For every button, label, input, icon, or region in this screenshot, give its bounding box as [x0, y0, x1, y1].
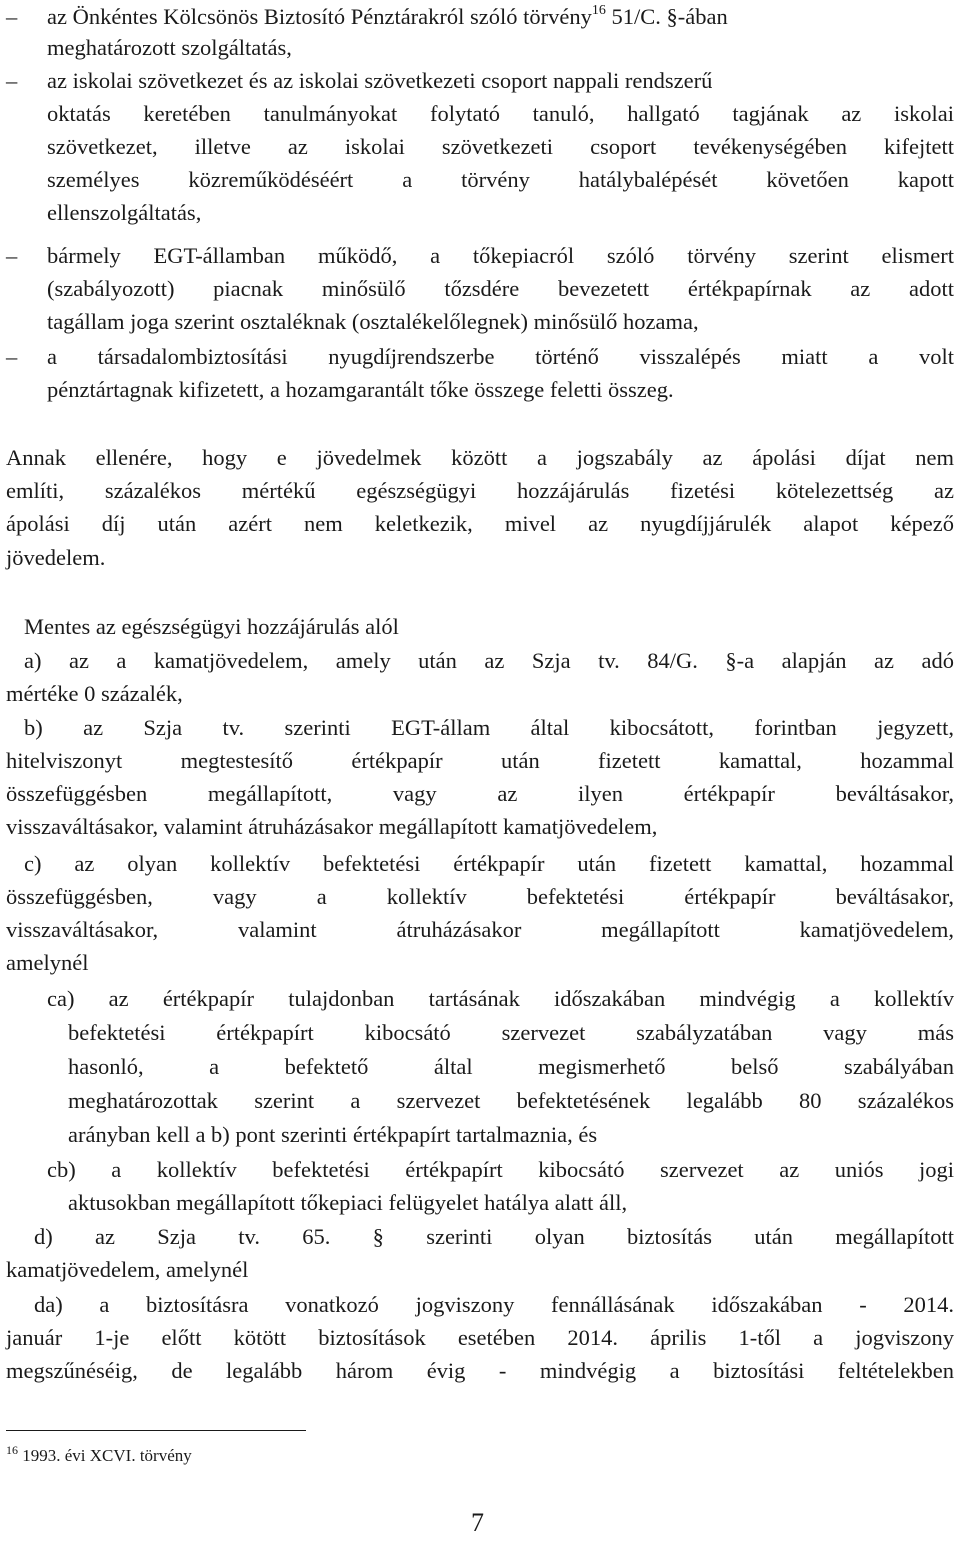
- text-line: visszaváltásakor, valamint átruházásakor megállapított kamatjövedelem,: [6, 814, 658, 839]
- footnote-text: 1993. évi XCVI. törvény: [22, 1446, 192, 1465]
- text-line: visszaváltásakor, valamint átruházásakor megállapított kamatjövedelem,: [6, 917, 954, 942]
- text-line: ápolási díj után azért nem keletkezik, mivel az nyugdíjjárulék alapot képező: [6, 511, 954, 536]
- bullet-dash: –: [6, 344, 18, 369]
- text-line: d) az Szja tv. 65. § szerinti olyan biztosítás után megállapított: [34, 1224, 954, 1249]
- text-line: da) a biztosításra vonatkozó jogviszony fennállásának időszakában - 2014.: [34, 1292, 954, 1317]
- footnote-separator: [6, 1430, 306, 1431]
- text-line: hitelviszonyt megtestesítő értékpapír után fizetett kamattal, hozammal: [6, 748, 954, 773]
- page-number: 7: [471, 1508, 484, 1537]
- text-line: tagállam joga szerint osztaléknak (osztalékelőlegnek) minősülő hozama,: [47, 309, 699, 334]
- text-line: az Önkéntes Kölcsönös Biztosító Pénztárakról szóló törvény$^{16}$ 51/C. §-ában: [47, 3, 728, 29]
- text-line: jövedelem.: [6, 545, 106, 570]
- section-heading: Mentes az egészségügyi hozzájárulás alól: [24, 614, 399, 639]
- text-line: Annak ellenére, hogy e jövedelmek között a jogszabály az ápolási díjat nem: [6, 445, 954, 470]
- text-line: az iskolai szövetkezet és az iskolai szövetkezeti csoport nappali rendszerű: [47, 68, 713, 93]
- text-line: meghatározott szolgáltatás,: [47, 35, 292, 60]
- footnote-ref[interactable]: 16: [591, 3, 606, 18]
- text-line: pénztártagnak kifizetett, a hozamgarantált tőke összege feletti összeg.: [47, 377, 674, 402]
- footnote: [6, 1443, 192, 1466]
- text-line: arányban kell a b) pont szerinti értékpapírt tartalmaznia, és: [68, 1122, 598, 1147]
- text-line: említi, százalékos mértékű egészségügyi hozzájárulás fizetési kötelezettség az: [6, 478, 954, 503]
- text-line: a társadalombiztosítási nyugdíjrendszerbe történő visszalépés miatt a volt: [47, 344, 954, 369]
- text-line: cb) a kollektív befektetési értékpapírt kibocsátó szervezet az uniós jogi: [47, 1157, 954, 1182]
- text-line: január 1-je előtt kötött biztosítások esetében 2014. április 1-től a jogviszony: [6, 1325, 954, 1350]
- text-line: oktatás keretében tanulmányokat folytató tanuló, hallgató tagjának az iskolai: [47, 101, 954, 126]
- text-line: befektetési értékpapírt kibocsátó szervezet szabályzatában vagy más: [68, 1020, 954, 1045]
- text-line: amelynél: [6, 950, 89, 975]
- text-line: összefüggésben megállapított, vagy az ilyen értékpapír beváltásakor,: [6, 781, 954, 806]
- text-line: bármely EGT-államban működő, a tőkepiacról szóló törvény szerint elismert: [47, 243, 954, 268]
- text-line: c) az olyan kollektív befektetési értékpapír után fizetett kamattal, hozammal: [24, 851, 954, 876]
- text-line: (szabályozott) piacnak minősülő tőzsdére bevezetett értékpapírnak az adott: [47, 276, 954, 301]
- bullet-dash: –: [6, 4, 18, 29]
- bullet-dash: –: [6, 243, 18, 268]
- bullet-dash: –: [6, 68, 18, 93]
- text-line: összefüggésben, vagy a kollektív befektetési értékpapír beváltásakor,: [6, 884, 954, 909]
- text-line: a) az a kamatjövedelem, amely után az Szja tv. 84/G. §-a alapján az adó: [24, 648, 954, 673]
- text-line: szövetkezet, illetve az iskolai szövetkezeti csoport tevékenységében kifejtett: [47, 134, 954, 159]
- text-line: aktusokban megállapított tőkepiaci felügyelet hatálya alatt áll,: [68, 1190, 628, 1215]
- text-line: meghatározottak szerint a szervezet befektetésének legalább 80 százalékos: [68, 1088, 954, 1113]
- text-line: személyes közreműködéséért a törvény hatálybalépését követően kapott: [47, 167, 954, 192]
- text-line: hasonló, a befektető által megismerhető belső szabályában: [68, 1054, 954, 1079]
- footnote-number: 16: [6, 1443, 18, 1457]
- text-line: kamatjövedelem, amelynél: [6, 1257, 249, 1282]
- text-line: mértéke 0 százalék,: [6, 681, 183, 706]
- text-line: ca) az értékpapír tulajdonban tartásának időszakában mindvégig a kollektív: [47, 986, 954, 1011]
- text-line: ellenszolgáltatás,: [47, 200, 202, 225]
- text-line: b) az Szja tv. szerinti EGT-állam által kibocsátott, forintban jegyzett,: [24, 715, 954, 740]
- text-line: megszűnéséig, de legalább három évig - mindvégig a biztosítási feltételekben: [6, 1358, 954, 1383]
